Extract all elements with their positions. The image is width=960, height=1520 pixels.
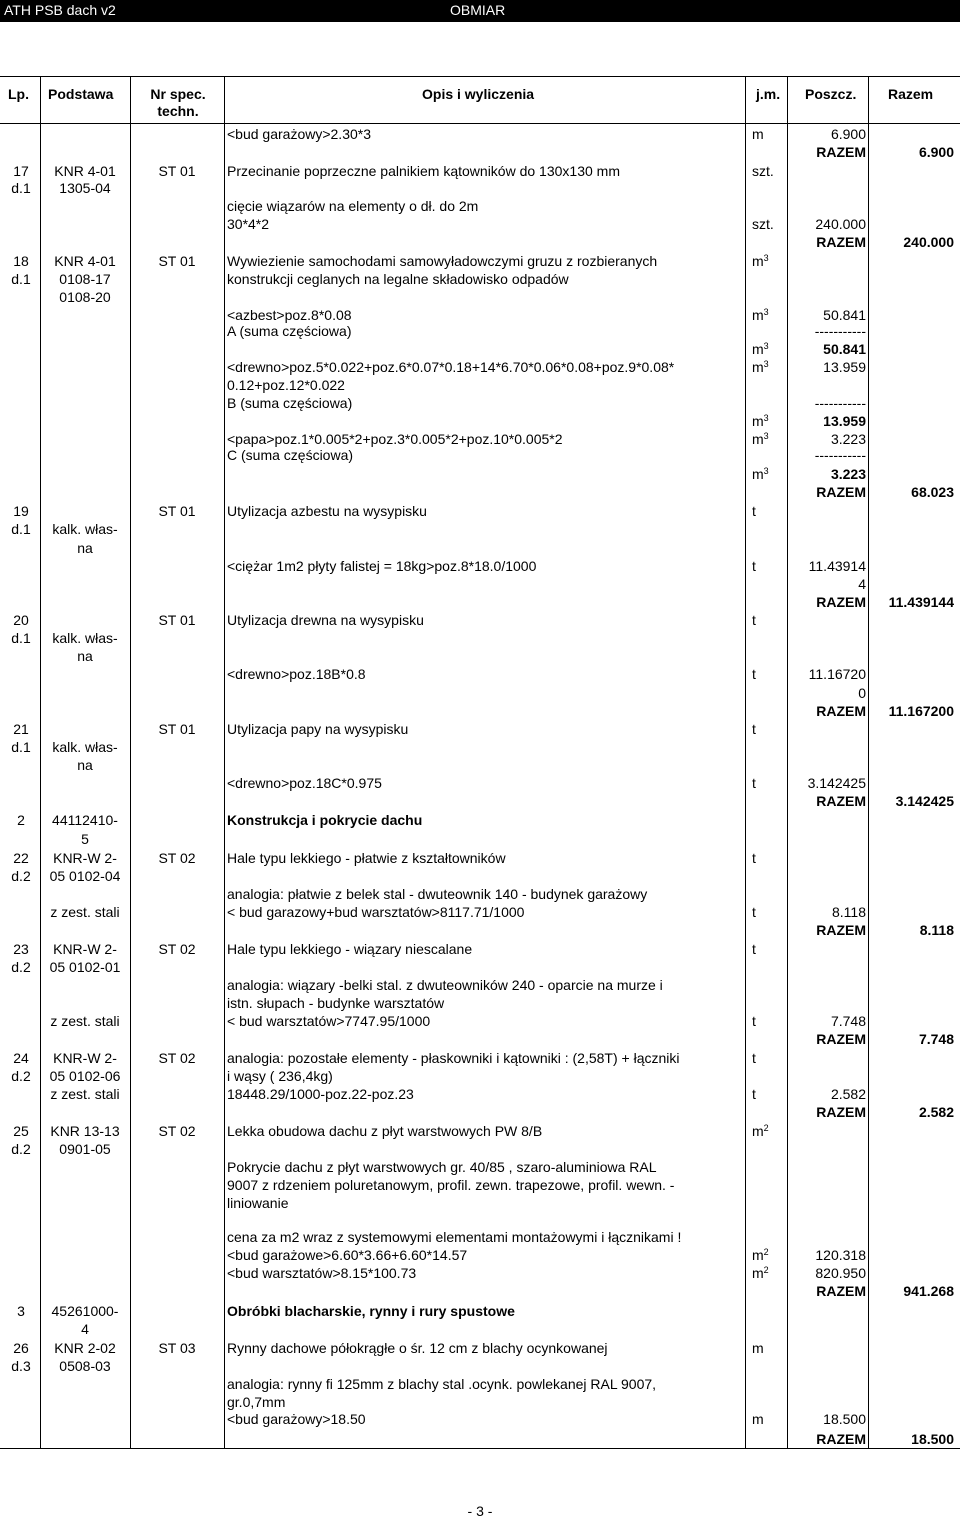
cell-jm: t <box>752 558 756 574</box>
cell-jm: $m^3$ <box>752 359 769 375</box>
header-podstawa: Podstawa <box>48 86 114 102</box>
cell-opis: cena za m2 wraz z systemowymi elementami montażowymi i łącznikami ! <box>227 1229 682 1245</box>
cell-opis: istn. słupach - budynke warsztatów <box>227 995 445 1011</box>
top-bar <box>0 0 960 22</box>
cell-nr-spec: ST 01 <box>158 253 196 269</box>
cell-opis: i wąsy ( 236,4kg) <box>227 1068 333 1084</box>
cell-nr-spec: ST 03 <box>158 1340 196 1356</box>
cell-jm: t <box>752 775 756 791</box>
cell-podstawa: 05 0102-06 <box>49 1068 121 1084</box>
cell-poszcz: 6.900 <box>830 126 866 142</box>
cell-lp: 22 <box>13 850 29 866</box>
cell-podstawa: kalk. włas- <box>52 739 118 755</box>
unit-exponent: 3 <box>763 359 769 369</box>
cell-nr-spec: ST 02 <box>158 941 196 957</box>
cell-opis: Hale typu lekkiego - płatwie z kształtowników <box>227 850 506 866</box>
cell-razem: 18.500 <box>911 1431 954 1447</box>
cell-lp: d.2 <box>11 1141 31 1157</box>
cell-poszcz: RAZEM <box>816 144 866 160</box>
cell-jm: m <box>752 126 764 142</box>
cell-opis: <papa>poz.1*0.005*2+poz.3*0.005*2+poz.10*0.005*2 <box>227 431 563 447</box>
cell-lp: d.1 <box>11 271 31 287</box>
cell-opis: <drewno>poz.18B*0.8 <box>227 666 366 682</box>
cell-opis: <drewno>poz.5*0.022+poz.6*0.07*0.18+14*6.70*0.06*0.08+poz.9*0.08* <box>227 359 675 375</box>
cell-jm: szt. <box>752 216 774 232</box>
cell-opis: analogia: płatwie z belek stal - dwuteownik 140 - budynek garażowy <box>227 886 648 902</box>
cell-lp: 18 <box>13 253 29 269</box>
cell-razem: 68.023 <box>911 484 954 500</box>
cell-opis: < bud garazowy+bud warsztatów>8117.71/1000 <box>227 904 525 920</box>
header-razem: Razem <box>888 86 934 102</box>
cell-jm: t <box>752 941 756 957</box>
cell-opis: Przecinanie poprzeczne palnikiem kątowników do 130x130 mm <box>227 163 620 179</box>
cell-poszcz: 18.500 <box>823 1411 866 1427</box>
cell-jm: $m^3$ <box>752 413 769 429</box>
cell-podstawa: KNR 2-02 <box>54 1340 116 1356</box>
cell-opis: Obróbki blacharskie, rynny i rury spustowe <box>227 1303 515 1319</box>
cell-podstawa: kalk. włas- <box>52 630 118 646</box>
cell-jm: t <box>752 1050 756 1066</box>
cell-razem: 6.900 <box>918 144 954 160</box>
table-header <box>0 76 960 124</box>
header-lp: Lp. <box>8 86 29 102</box>
cell-nr-spec: ST 02 <box>158 1050 196 1066</box>
cell-podstawa: kalk. włas- <box>52 521 118 537</box>
header-nr-spec: Nr spec. <box>150 86 206 102</box>
document-section: OBMIAR <box>450 2 506 18</box>
cell-opis: analogia: rynny fi 125mm z blachy stal .ocynk. powlekanej RAL 9007, <box>227 1376 657 1392</box>
document-title: ATH PSB dach v2 <box>4 2 116 18</box>
cell-jm: m <box>752 1411 764 1427</box>
cell-podstawa: 0901-05 <box>59 1141 111 1157</box>
cell-podstawa: 0508-03 <box>59 1358 111 1374</box>
cell-lp: d.2 <box>11 1068 31 1084</box>
unit-exponent: 3 <box>763 466 769 476</box>
cell-podstawa: KNR-W 2- <box>53 1050 117 1066</box>
cell-opis: <bud garażowe>6.60*3.66+6.60*14.57 <box>227 1247 468 1263</box>
cell-podstawa: 4 <box>81 1321 89 1337</box>
cell-lp: 21 <box>13 721 29 737</box>
cell-jm: $m^3$ <box>752 341 769 357</box>
cell-podstawa: 05 0102-01 <box>49 959 121 975</box>
cell-nr-spec: ST 02 <box>158 850 196 866</box>
cell-nr-spec: ST 01 <box>158 612 196 628</box>
cell-opis: <ciężar 1m2 płyty falistej = 18kg>poz.8*18.0/1000 <box>227 558 537 574</box>
cell-opis: <bud garażowy>2.30*3 <box>227 126 371 142</box>
cell-poszcz: 13.959 <box>823 359 866 375</box>
cell-podstawa: 05 0102-04 <box>49 868 121 884</box>
cell-razem: 3.142425 <box>895 793 954 809</box>
cell-poszcz: 50.841 <box>823 307 866 323</box>
cell-opis: 30*4*2 <box>227 216 270 232</box>
cell-razem: 11.439144 <box>888 594 954 610</box>
cell-opis: gr.0,7mm <box>227 1394 286 1410</box>
cell-podstawa: KNR 13-13 <box>50 1123 120 1139</box>
cell-jm: t <box>752 904 756 920</box>
cell-opis: Utylizacja azbestu na wysypisku <box>227 503 427 519</box>
cell-opis: 18448.29/1000-poz.22-poz.23 <box>227 1086 414 1102</box>
cell-poszcz: 11.16720 <box>808 666 866 682</box>
header-jm: j.m. <box>756 86 781 102</box>
cell-opis: A (suma częściowa) <box>227 323 352 339</box>
cell-opis: Wywiezienie samochodami samowyładowczymi gruzu z rozbieranych <box>227 253 658 269</box>
cell-opis: 0.12+poz.12*0.022 <box>227 377 345 393</box>
cell-opis: Hale typu lekkiego - wiązary niescalane <box>227 941 473 957</box>
cell-opis: <drewno>poz.18C*0.975 <box>227 775 382 791</box>
cell-opis: Pokrycie dachu z płyt warstwowych gr. 40/85 , szaro-aluminiowa RAL <box>227 1159 657 1175</box>
cell-jm: t <box>752 721 756 737</box>
cell-poszcz: 120.318 <box>815 1247 866 1263</box>
unit-exponent: 3 <box>763 341 769 351</box>
cell-poszcz: 820.950 <box>815 1265 866 1281</box>
cell-lp: d.1 <box>11 630 31 646</box>
cell-opis: 9007 z rdzeniem poluretanowym, profil. zewn. trapezowe, profil. wewn. - <box>227 1177 675 1193</box>
cell-poszcz: 50.841 <box>823 341 866 357</box>
cell-razem: 2.582 <box>918 1104 954 1120</box>
unit-exponent: 2 <box>763 1265 769 1275</box>
cell-poszcz: RAZEM <box>816 484 866 500</box>
cell-opis: Utylizacja papy na wysypisku <box>227 721 409 737</box>
cell-podstawa: 0108-17 <box>59 271 111 287</box>
cell-podstawa: na <box>77 540 93 556</box>
cell-opis: B (suma częściowa) <box>227 395 353 411</box>
cell-opis: < bud warsztatów>7747.95/1000 <box>227 1013 431 1029</box>
header-nr-spec-techn: techn. <box>157 103 199 119</box>
cell-lp: d.3 <box>11 1358 31 1374</box>
cell-poszcz: RAZEM <box>816 922 866 938</box>
cell-poszcz: ----------- <box>814 323 866 339</box>
cell-lp: d.1 <box>11 521 31 537</box>
cell-nr-spec: ST 02 <box>158 1123 196 1139</box>
cell-podstawa: KNR-W 2- <box>53 850 117 866</box>
cell-lp: 2 <box>17 812 25 828</box>
cell-jm: $m^2$ <box>752 1265 769 1281</box>
cell-razem: 7.748 <box>918 1031 954 1047</box>
cell-nr-spec: ST 01 <box>158 163 196 179</box>
cell-poszcz: 240.000 <box>815 216 866 232</box>
cell-podstawa: z zest. stali <box>50 1013 120 1029</box>
cell-poszcz: RAZEM <box>816 234 866 250</box>
cell-opis: <azbest>poz.8*0.08 <box>227 307 352 323</box>
cell-jm: $m^3$ <box>752 431 769 447</box>
cell-opis: <bud warsztatów>8.15*100.73 <box>227 1265 417 1281</box>
unit-exponent: 2 <box>763 1123 769 1133</box>
cell-poszcz: 11.43914 <box>808 558 866 574</box>
cell-nr-spec: ST 01 <box>158 503 196 519</box>
unit-exponent: 3 <box>763 253 769 263</box>
cell-jm: $m^3$ <box>752 253 769 269</box>
cell-opis: analogia: pozostałe elementy - płaskowniki i kątowniki : (2,58T) + łączniki <box>227 1050 680 1066</box>
unit-exponent: 3 <box>763 307 769 317</box>
cell-podstawa: KNR-W 2- <box>53 941 117 957</box>
cell-lp: d.2 <box>11 868 31 884</box>
cell-jm: szt. <box>752 163 774 179</box>
cell-poszcz: 0 <box>858 685 866 701</box>
cell-podstawa: na <box>77 757 93 773</box>
cell-jm: t <box>752 612 756 628</box>
cell-podstawa: 45261000- <box>51 1303 119 1319</box>
cell-poszcz: RAZEM <box>816 1104 866 1120</box>
cell-poszcz: ----------- <box>814 447 866 463</box>
cell-jm: m <box>752 1340 764 1356</box>
cell-opis: liniowanie <box>227 1195 289 1211</box>
cell-podstawa: z zest. stali <box>50 904 120 920</box>
cell-poszcz: RAZEM <box>816 703 866 719</box>
cell-podstawa: 5 <box>81 831 89 847</box>
cell-poszcz: 8.118 <box>832 904 866 920</box>
cell-poszcz: 3.223 <box>830 431 866 447</box>
cell-poszcz: 3.142425 <box>807 775 866 791</box>
cell-poszcz: 3.223 <box>830 466 866 482</box>
cell-poszcz: ----------- <box>814 395 866 411</box>
cell-jm: $m^3$ <box>752 466 769 482</box>
cell-jm: t <box>752 666 756 682</box>
cell-lp: 19 <box>13 503 29 519</box>
cell-poszcz: 13.959 <box>823 413 866 429</box>
unit-exponent: 3 <box>763 431 769 441</box>
cell-opis: C (suma częściowa) <box>227 447 354 463</box>
cell-poszcz: RAZEM <box>816 1431 866 1447</box>
cell-opis: Rynny dachowe półokrągłe o śr. 12 cm z blachy ocynkowanej <box>227 1340 608 1356</box>
cell-lp: 17 <box>13 163 29 179</box>
cell-jm: t <box>752 1086 756 1102</box>
cell-opis: Konstrukcja i pokrycie dachu <box>227 812 423 828</box>
cell-lp: 3 <box>17 1303 25 1319</box>
cell-opis: Lekka obudowa dachu z płyt warstwowych PW 8/B <box>227 1123 543 1139</box>
cell-jm: $m^2$ <box>752 1247 769 1263</box>
cell-lp: 20 <box>13 612 29 628</box>
cell-razem: 11.167200 <box>888 703 954 719</box>
cell-opis: cięcie wiązarów na elementy o dł. do 2m <box>227 198 479 214</box>
page-number: - 3 - <box>467 1503 493 1519</box>
cell-lp: d.1 <box>11 739 31 755</box>
cell-lp: d.2 <box>11 959 31 975</box>
cell-poszcz: 2.582 <box>830 1086 866 1102</box>
cell-poszcz: 4 <box>858 576 866 592</box>
cell-podstawa: KNR 4-01 <box>54 253 116 269</box>
cell-jm: t <box>752 850 756 866</box>
cell-lp: 23 <box>13 941 29 957</box>
cell-lp: d.1 <box>11 180 31 196</box>
cell-opis: <bud garażowy>18.50 <box>227 1411 366 1427</box>
cell-razem: 941.268 <box>903 1283 954 1299</box>
cell-nr-spec: ST 01 <box>158 721 196 737</box>
cell-opis: Utylizacja drewna na wysypisku <box>227 612 424 628</box>
cell-jm: t <box>752 1013 756 1029</box>
cell-poszcz: RAZEM <box>816 793 866 809</box>
cell-podstawa: KNR 4-01 <box>54 163 116 179</box>
cell-jm: t <box>752 503 756 519</box>
cell-lp: 26 <box>13 1340 29 1356</box>
header-opis: Opis i wyliczenia <box>422 86 535 102</box>
cell-jm: $m^3$ <box>752 307 769 323</box>
header-poszcz: Poszcz. <box>805 86 857 102</box>
cell-poszcz: RAZEM <box>816 1031 866 1047</box>
cell-poszcz: 7.748 <box>830 1013 866 1029</box>
cell-lp: 25 <box>13 1123 29 1139</box>
cell-podstawa: z zest. stali <box>50 1086 120 1102</box>
cell-podstawa: 0108-20 <box>59 289 111 305</box>
cell-podstawa: na <box>77 648 93 664</box>
cell-poszcz: RAZEM <box>816 1283 866 1299</box>
unit-exponent: 2 <box>763 1247 769 1257</box>
cell-poszcz: RAZEM <box>816 594 866 610</box>
cell-jm: $m^2$ <box>752 1123 769 1139</box>
cell-lp: 24 <box>13 1050 29 1066</box>
cell-razem: 8.118 <box>919 922 954 938</box>
cell-podstawa: 1305-04 <box>59 180 111 196</box>
cell-opis: konstrukcji ceglanych na legalne składowisko odpadów <box>227 271 569 287</box>
cell-razem: 240.000 <box>903 234 954 250</box>
cell-podstawa: 44112410- <box>52 812 118 828</box>
unit-exponent: 3 <box>763 413 769 423</box>
cell-opis: analogia: wiązary -belki stal. z dwuteowników 240 - oparcie na murze i <box>227 977 663 993</box>
